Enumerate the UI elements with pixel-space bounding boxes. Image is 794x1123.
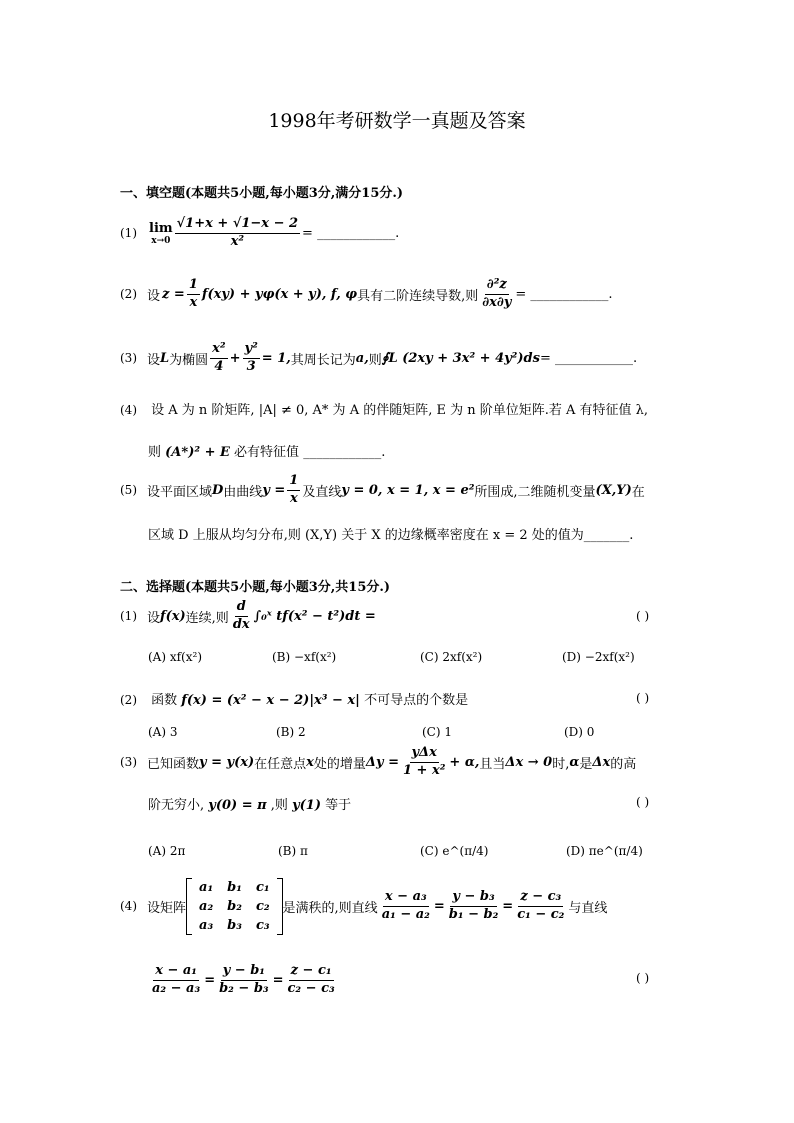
question-text: 在: [631, 484, 645, 500]
math-symbol: x: [306, 754, 314, 770]
lim-subscript: x→0: [151, 235, 171, 246]
coefficient-matrix: [186, 878, 283, 935]
option-d: (D) πe^(π/4): [566, 844, 643, 858]
question-text: ,则: [270, 798, 288, 813]
option-c: (C) e^(π/4): [420, 844, 489, 858]
math-symbol: α: [569, 754, 580, 770]
matrix-cell: a₁: [199, 879, 214, 895]
question-text: 连续,则: [185, 610, 229, 626]
math-expr: f(xy) + yφ(x + y), f, φ: [201, 286, 358, 302]
question-text: 由曲线: [223, 484, 263, 500]
fraction-denominator: 3: [246, 358, 256, 374]
fraction-numerator: z − c₁: [289, 963, 334, 980]
fraction-denominator: b₂ − b₃: [219, 980, 269, 996]
question-2-3-line-2: [148, 794, 351, 813]
answer-parentheses: ( ): [636, 691, 650, 705]
fraction-one-over-x: [187, 277, 200, 311]
answer-parentheses: ( ): [636, 971, 650, 985]
option-d: (D) 0: [564, 725, 595, 739]
question-text: 为椭圆: [169, 352, 209, 368]
fraction-numerator: 1: [287, 473, 300, 490]
line2-y-ratio: [217, 963, 271, 997]
partial-derivative-fraction: [480, 277, 513, 311]
question-1-4-line-1: [120, 399, 648, 418]
fraction-denominator: a₁ − a₂: [381, 906, 430, 922]
line1-y-ratio: [447, 889, 501, 923]
question-text: 设: [147, 352, 161, 368]
matrix-cell: c₃: [255, 917, 270, 933]
math-expr: y(1): [292, 798, 321, 813]
matrix-cell: c₁: [255, 879, 270, 895]
fraction-numerator: x − a₁: [153, 963, 199, 980]
question-number: (2): [120, 693, 137, 707]
fraction-numerator: y − b₁: [221, 963, 267, 980]
fraction-denominator: c₂ − c₃: [287, 980, 335, 996]
question-number: (3): [120, 351, 137, 365]
fraction-numerator: d: [235, 599, 248, 616]
fraction-denominator: 4: [214, 358, 224, 374]
section-heading-fill-in: 一、填空题(本题共5小题,每小题3分,满分15分.): [120, 186, 404, 201]
question-number: (4): [120, 403, 137, 417]
page-title: 1998年考研数学一真题及答案: [268, 110, 526, 132]
math-symbol: a,: [355, 350, 369, 366]
option-a: (A) 3: [148, 725, 178, 739]
question-number: (1): [120, 609, 137, 623]
question-text: 设平面区域: [147, 484, 213, 500]
line2-z-ratio: [286, 963, 337, 997]
option-a: (A) xf(x²): [148, 650, 202, 664]
question-text: 阶无穷小,: [148, 798, 205, 813]
question-2-2: [120, 689, 468, 708]
answer-blank: = ____________.: [302, 225, 400, 241]
section-heading-choice: 二、选择题(本题共5小题,每小题3分,共15分.): [120, 580, 391, 595]
matrix-cell: a₂: [199, 898, 214, 914]
question-number: (2): [120, 287, 137, 301]
question-text: 函数: [151, 693, 178, 708]
fraction-numerator: x²: [210, 341, 227, 358]
question-2-1: [120, 596, 376, 636]
derivative-operator: [231, 599, 252, 633]
question-1-4-line-2: [148, 441, 385, 460]
fraction-numerator: 1: [187, 277, 200, 294]
option-c: (C) 1: [422, 725, 452, 739]
answer-parentheses: ( ): [636, 609, 650, 623]
question-text: 处的增量: [313, 756, 366, 772]
math-expr: f(x) = (x² − x − 2)|x³ − x|: [181, 693, 360, 708]
matrix-cell: a₃: [199, 917, 214, 933]
math-expr: y =: [262, 482, 286, 498]
question-text: 其周长记为: [290, 352, 356, 368]
math-expr: + α,: [449, 754, 480, 770]
option-b: (B) π: [278, 844, 308, 858]
question-text: 时,: [552, 756, 570, 772]
option-d: (D) −2xf(x²): [562, 650, 635, 664]
math-expr: y = 0, x = 1, x = e²: [341, 482, 475, 498]
fraction-denominator: 1 + x²: [402, 762, 446, 778]
fraction-denominator: a₂ − a₃: [152, 980, 201, 996]
question-text: 必有特征值: [234, 445, 300, 460]
math-symbol: +: [229, 350, 241, 366]
question-number: (1): [120, 226, 137, 240]
matrix-cell: b₃: [227, 917, 242, 933]
question-text: 是: [579, 756, 593, 772]
question-text: 不可导点的个数是: [364, 693, 469, 708]
option-c: (C) 2xf(x²): [420, 650, 483, 664]
answer-blank: ____________.: [303, 445, 386, 460]
answer-blank: = ____________.: [515, 286, 613, 302]
question-text: 所围成,二维随机变量: [474, 484, 596, 500]
fraction-numerator: y²: [243, 341, 260, 358]
option-a: (A) 2π: [148, 844, 186, 858]
question-text: 设 A 为 n 阶矩阵, |A| ≠ 0, A* 为 A 的伴随矩阵, E 为 n 阶单位矩阵.若 A 有特征值 λ,: [151, 403, 649, 418]
math-expr: (X,Y): [595, 482, 632, 498]
limit-operator: [149, 221, 173, 246]
question-text: 设矩阵: [147, 900, 187, 916]
math-expr: (A*)² + E: [165, 445, 230, 460]
math-symbol: D: [212, 482, 224, 498]
fraction-one-over-x: [287, 473, 300, 507]
fraction-denominator: b₁ − b₂: [448, 906, 499, 922]
question-number: (5): [120, 483, 137, 497]
question-text: 在任意点: [254, 756, 307, 772]
question-text: 设: [147, 610, 161, 626]
math-expr: f(x): [160, 608, 186, 624]
integral-expr: ∫₀ˣ tf(x² − t²)dt =: [253, 608, 376, 624]
question-2-3-line-1: [120, 740, 636, 784]
question-text: 等于: [325, 798, 352, 813]
question-text: 则: [368, 352, 382, 368]
fraction-denominator: dx: [232, 616, 250, 632]
math-expr: z =: [162, 286, 185, 302]
fraction-numerator: yΔx: [410, 745, 439, 762]
math-expr: y = y(x): [199, 754, 255, 770]
lim-label: lim: [149, 220, 173, 236]
answer-blank: = ____________.: [539, 350, 638, 366]
question-text: 则: [148, 445, 162, 460]
math-expr: Δx → 0: [505, 754, 553, 770]
math-symbol: Δx: [592, 754, 611, 770]
fraction-denominator: ∂x∂y: [482, 294, 512, 310]
line1-z-ratio: [515, 889, 566, 923]
math-expr: y(0) = π: [208, 798, 267, 813]
question-number: (4): [120, 899, 137, 913]
fraction-numerator: √1+x + √1−x − 2: [175, 216, 300, 233]
matrix-cell: b₂: [227, 898, 242, 914]
question-text: 的高: [610, 756, 637, 772]
matrix-cell: b₁: [227, 879, 242, 895]
question-1-5-line-1: [120, 468, 645, 512]
ellipse-term-y: [243, 341, 260, 375]
question-text: 已知函数: [147, 756, 200, 772]
matrix-cell: c₂: [255, 898, 270, 914]
question-text: 是满秩的,则直线: [282, 900, 378, 916]
question-1-3: [120, 336, 637, 380]
math-symbol: L: [160, 350, 170, 366]
fraction-denominator: x²: [230, 233, 245, 249]
limit-fraction: [175, 216, 300, 250]
question-text: 具有二阶连续导数,则: [357, 288, 479, 304]
question-2-4-line-1: (4) 设矩阵 a₁ b₁ c₁ a₂ b₂ c₂ a₃ b₃ c₃ 是满秩的,则直线 $\frac{\text{x − a₃}}{\text{a₁ − a₂}}$ = $\frac{\text{y − b₃}}{\text{b₁ − b₂}}$ = $\frac{\text{z − c₃}}{\text{c₁ − c₂}}$ 与直线: [120, 879, 608, 933]
question-text: 且当: [479, 756, 506, 772]
fraction-numerator: ∂²z: [485, 277, 509, 294]
question-text: 设: [147, 288, 161, 304]
fraction-numerator: z − c₃: [518, 889, 563, 906]
math-expr: Δy =: [365, 754, 399, 770]
line1-x-ratio: [380, 889, 432, 923]
question-text: 与直线: [568, 900, 608, 916]
increment-fraction: [401, 745, 447, 779]
question-number: (3): [120, 755, 137, 769]
question-1-5-line-2: 区域 D 上服从均匀分布,则 (X,Y) 关于 X 的边缘概率密度在 x = 2 处的值为_______.: [148, 528, 634, 543]
fraction-denominator: c₁ − c₂: [517, 906, 565, 922]
line2-x-ratio: [150, 963, 202, 997]
question-1-2: [120, 272, 613, 316]
fraction-denominator: x: [189, 294, 198, 310]
option-b: (B) −xf(x²): [272, 650, 337, 664]
fraction-numerator: x − a₃: [383, 889, 429, 906]
fraction-denominator: x: [289, 490, 298, 506]
line-integral-expr: ∮L (2xy + 3x² + 4y²)ds: [381, 350, 540, 366]
math-expr: = 1,: [261, 350, 291, 366]
question-text: 及直线: [302, 484, 342, 500]
question-1-1: [120, 213, 399, 253]
question-2-4-line-2: $\frac{\text{x − a₁}}{\text{a₂ − a₃}}$ = $\frac{\text{y − b₁}}{\text{b₂ − b₃}}$ = $\frac{\text{z − c₁}}{\text{c₂ − c₃}}$: [152, 963, 335, 996]
option-b: (B) 2: [276, 725, 306, 739]
ellipse-term-x: [210, 341, 227, 375]
answer-parentheses: ( ): [636, 795, 650, 809]
fraction-numerator: y − b₃: [450, 889, 496, 906]
